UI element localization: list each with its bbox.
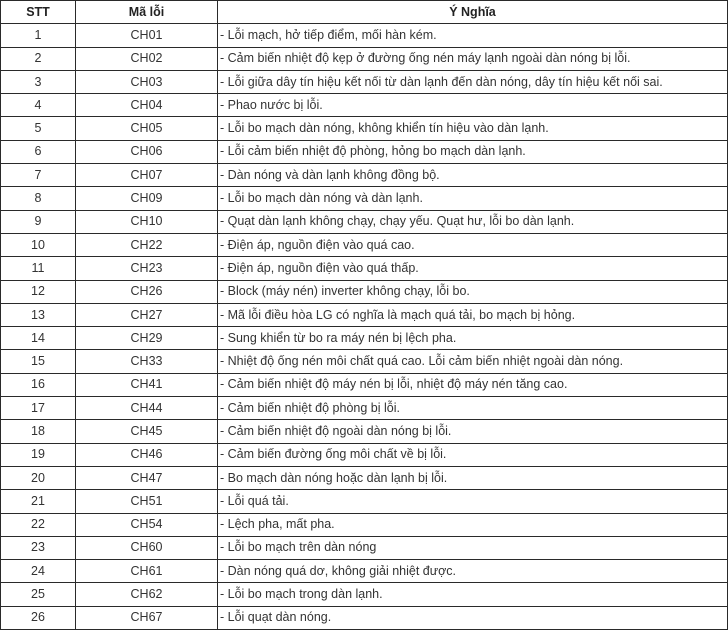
error-code: CH27 — [76, 303, 218, 326]
table-row — [1, 233, 728, 256]
error-meaning: - Cảm biến nhiệt độ phòng bị lỗi. — [218, 397, 728, 420]
table-row — [1, 24, 728, 47]
table-row — [1, 257, 728, 280]
error-meaning: - Điện áp, nguồn điện vào quá thấp. — [218, 257, 728, 280]
error-code: CH10 — [76, 210, 218, 233]
error-code: CH09 — [76, 187, 218, 210]
table-row — [1, 47, 728, 70]
row-number: 3 — [1, 70, 76, 93]
error-meaning: - Phao nước bị lỗi. — [218, 94, 728, 117]
table-row — [1, 280, 728, 303]
row-number: 1 — [1, 24, 76, 47]
table-row — [1, 420, 728, 443]
error-code: CH22 — [76, 233, 218, 256]
error-code: CH45 — [76, 420, 218, 443]
row-number: 4 — [1, 94, 76, 117]
error-meaning: - Lệch pha, mất pha. — [218, 513, 728, 536]
error-meaning: - Cảm biến nhiệt độ ngoài dàn nóng bị lỗi. — [218, 420, 728, 443]
error-code: CH03 — [76, 70, 218, 93]
row-number: 11 — [1, 257, 76, 280]
row-number: 26 — [1, 606, 76, 629]
table-row — [1, 164, 728, 187]
error-code: CH07 — [76, 164, 218, 187]
row-number: 17 — [1, 397, 76, 420]
error-meaning: - Dàn nóng và dàn lạnh không đồng bộ. — [218, 164, 728, 187]
error-meaning: - Lỗi quạt dàn nóng. — [218, 606, 728, 629]
row-number: 6 — [1, 140, 76, 163]
error-meaning: - Bo mạch dàn nóng hoặc dàn lạnh bị lỗi. — [218, 466, 728, 489]
row-number: 12 — [1, 280, 76, 303]
error-meaning: - Lỗi giữa dây tín hiệu kết nối từ dàn lạnh đến dàn nóng, dây tín hiệu kết nối sai. — [218, 70, 728, 93]
error-code: CH05 — [76, 117, 218, 140]
error-code: CH46 — [76, 443, 218, 466]
error-meaning: - Block (máy nén) inverter không chạy, lỗi bo. — [218, 280, 728, 303]
row-number: 14 — [1, 327, 76, 350]
row-number: 7 — [1, 164, 76, 187]
table-body — [1, 24, 728, 630]
table-row — [1, 117, 728, 140]
error-meaning: - Điện áp, nguồn điện vào quá cao. — [218, 233, 728, 256]
table-row — [1, 513, 728, 536]
table-row — [1, 373, 728, 396]
error-meaning: - Lỗi quá tải. — [218, 490, 728, 513]
error-code: CH29 — [76, 327, 218, 350]
row-number: 2 — [1, 47, 76, 70]
error-code: CH01 — [76, 24, 218, 47]
table-row — [1, 490, 728, 513]
error-meaning: - Cảm biến nhiệt độ máy nén bị lỗi, nhiệt độ máy nén tăng cao. — [218, 373, 728, 396]
error-meaning: - Cảm biến đường ống môi chất về bị lỗi. — [218, 443, 728, 466]
table-row — [1, 443, 728, 466]
row-number: 16 — [1, 373, 76, 396]
row-number: 24 — [1, 560, 76, 583]
error-code: CH47 — [76, 466, 218, 489]
error-meaning: - Lỗi cảm biến nhiệt độ phòng, hỏng bo mạch dàn lạnh. — [218, 140, 728, 163]
row-number: 19 — [1, 443, 76, 466]
error-meaning: - Quạt dàn lạnh không chạy, chạy yếu. Quạt hư, lỗi bo dàn lạnh. — [218, 210, 728, 233]
error-code: CH04 — [76, 94, 218, 117]
error-code: CH23 — [76, 257, 218, 280]
error-meaning: - Dàn nóng quá dơ, không giải nhiệt được. — [218, 560, 728, 583]
table-row — [1, 350, 728, 373]
error-meaning: - Lỗi bo mạch dàn nóng, không khiển tín hiệu vào dàn lạnh. — [218, 117, 728, 140]
error-code: CH51 — [76, 490, 218, 513]
error-meaning: - Mã lỗi điều hòa LG có nghĩa là mạch quá tải, bo mạch bị hỏng. — [218, 303, 728, 326]
table-row — [1, 210, 728, 233]
table-row — [1, 140, 728, 163]
error-code: CH26 — [76, 280, 218, 303]
header-stt: STT — [1, 1, 76, 24]
table-row — [1, 466, 728, 489]
row-number: 25 — [1, 583, 76, 606]
error-code: CH61 — [76, 560, 218, 583]
row-number: 15 — [1, 350, 76, 373]
table-row — [1, 94, 728, 117]
error-code: CH44 — [76, 397, 218, 420]
row-number: 5 — [1, 117, 76, 140]
table-row — [1, 583, 728, 606]
error-code: CH67 — [76, 606, 218, 629]
error-code: CH62 — [76, 583, 218, 606]
table-row — [1, 303, 728, 326]
error-code: CH60 — [76, 536, 218, 559]
error-meaning: - Sung khiển từ bo ra máy nén bị lệch pha. — [218, 327, 728, 350]
error-code: CH33 — [76, 350, 218, 373]
error-code: CH02 — [76, 47, 218, 70]
row-number: 22 — [1, 513, 76, 536]
table-row — [1, 397, 728, 420]
error-meaning: - Cảm biến nhiệt độ kẹp ở đường ống nén máy lạnh ngoài dàn nóng bị lỗi. — [218, 47, 728, 70]
table-row — [1, 536, 728, 559]
table-row — [1, 606, 728, 629]
row-number: 10 — [1, 233, 76, 256]
error-meaning: - Lỗi bo mạch trên dàn nóng — [218, 536, 728, 559]
error-meaning: - Lỗi bo mạch dàn nóng và dàn lạnh. — [218, 187, 728, 210]
table-row — [1, 70, 728, 93]
header-meaning: Ý Nghĩa — [218, 1, 728, 24]
error-code: CH41 — [76, 373, 218, 396]
row-number: 23 — [1, 536, 76, 559]
error-meaning: - Nhiệt độ ống nén môi chất quá cao. Lỗi cảm biến nhiệt ngoài dàn nóng. — [218, 350, 728, 373]
row-number: 20 — [1, 466, 76, 489]
error-code: CH06 — [76, 140, 218, 163]
row-number: 8 — [1, 187, 76, 210]
row-number: 18 — [1, 420, 76, 443]
header-error-code: Mã lỗi — [76, 1, 218, 24]
table-row — [1, 560, 728, 583]
error-meaning: - Lỗi bo mạch trong dàn lạnh. — [218, 583, 728, 606]
table-row — [1, 187, 728, 210]
row-number: 21 — [1, 490, 76, 513]
table-row — [1, 327, 728, 350]
error-meaning: - Lỗi mạch, hở tiếp điểm, mối hàn kém. — [218, 24, 728, 47]
row-number: 13 — [1, 303, 76, 326]
error-code: CH54 — [76, 513, 218, 536]
table-header-row — [1, 1, 728, 24]
row-number: 9 — [1, 210, 76, 233]
